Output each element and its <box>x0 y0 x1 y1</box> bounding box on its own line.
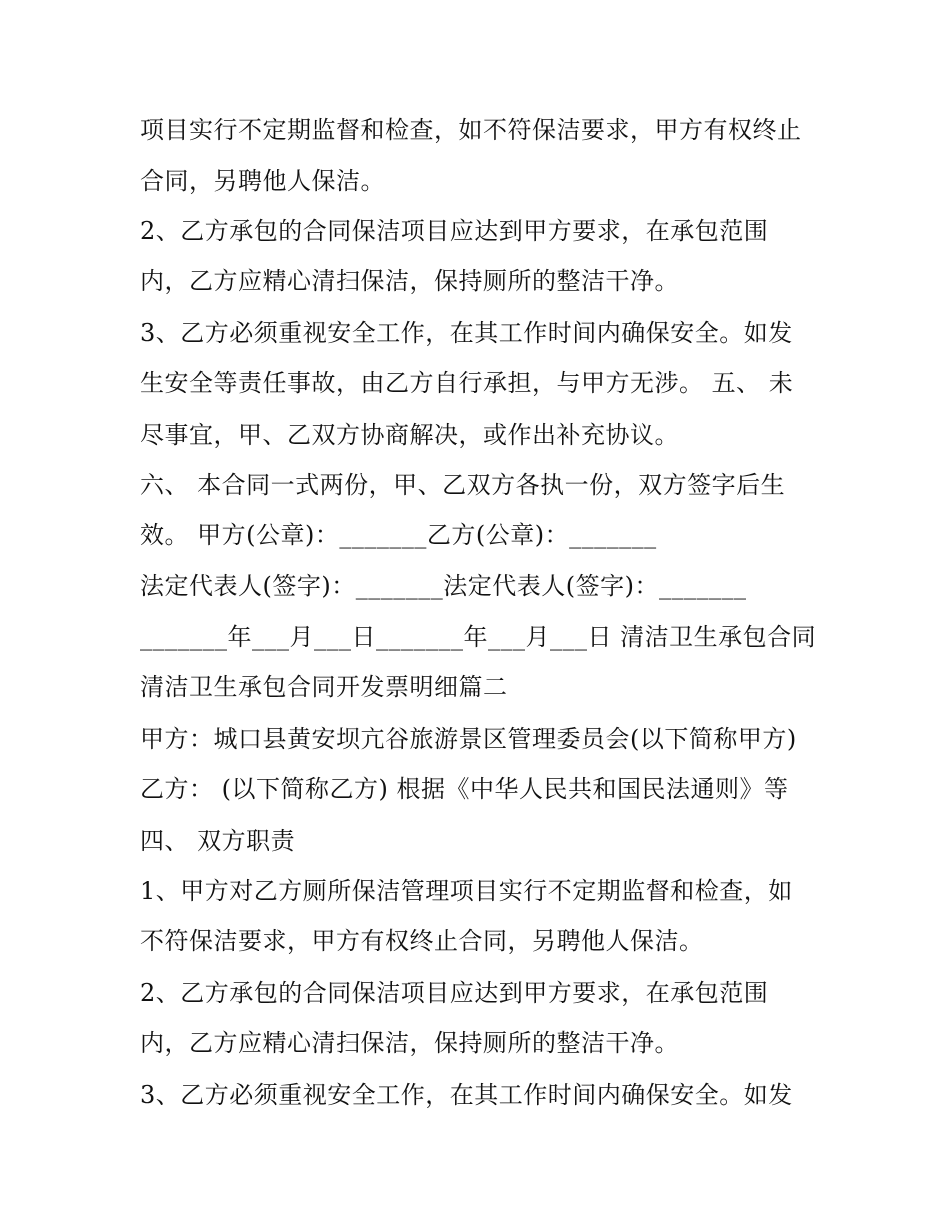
signature-line: 效。 甲方(公章)：_______乙方(公章)：_______ <box>140 521 657 549</box>
text-line: 不符保洁要求，甲方有权终止合同，另聘他人保洁。 <box>140 927 704 955</box>
section-heading: 清洁卫生承包合同开发票明细篇二 <box>140 673 508 701</box>
signature-line: 法定代表人(签字)：_______法定代表人(签字)：_______ <box>140 572 747 600</box>
text-line: 乙方： (以下简称乙方) 根据《中华人民共和国民法通则》等 <box>140 775 789 803</box>
text-line: 合同，另聘他人保洁。 <box>140 167 385 195</box>
text-line: 内，乙方应精心清扫保洁，保持厕所的整洁干净。 <box>140 1029 679 1057</box>
section-heading: 四、 双方职责 <box>140 827 296 855</box>
text-line: 3、乙方必须重视安全工作，在其工作时间内确保安全。如发 <box>140 319 793 347</box>
text-line: 2、乙方承包的合同保洁项目应达到甲方要求，在承包范围 <box>140 979 769 1007</box>
date-line: _______年___月___日_______年___月___日 清洁卫生承包合同 <box>140 623 817 651</box>
text-line: 内，乙方应精心清扫保洁，保持厕所的整洁干净。 <box>140 267 679 295</box>
text-line: 项目实行不定期监督和检查，如不符保洁要求，甲方有权终止 <box>140 116 802 144</box>
text-line: 3、乙方必须重视安全工作，在其工作时间内确保安全。如发 <box>140 1081 793 1109</box>
text-line: 六、 本合同一式两份，甲、乙双方各执一份，双方签字后生 <box>140 471 786 499</box>
text-line: 甲方：城口县黄安坝亢谷旅游景区管理委员会(以下简称甲方) <box>140 725 797 753</box>
text-line: 1、甲方对乙方厕所保洁管理项目实行不定期监督和检查，如 <box>140 877 793 905</box>
text-line: 生安全等责任事故，由乙方自行承担，与甲方无涉。 五、 未 <box>140 369 794 397</box>
text-line: 2、乙方承包的合同保洁项目应达到甲方要求，在承包范围 <box>140 217 769 245</box>
text-line: 尽事宜，甲、乙双方协商解决，或作出补充协议。 <box>140 421 679 449</box>
